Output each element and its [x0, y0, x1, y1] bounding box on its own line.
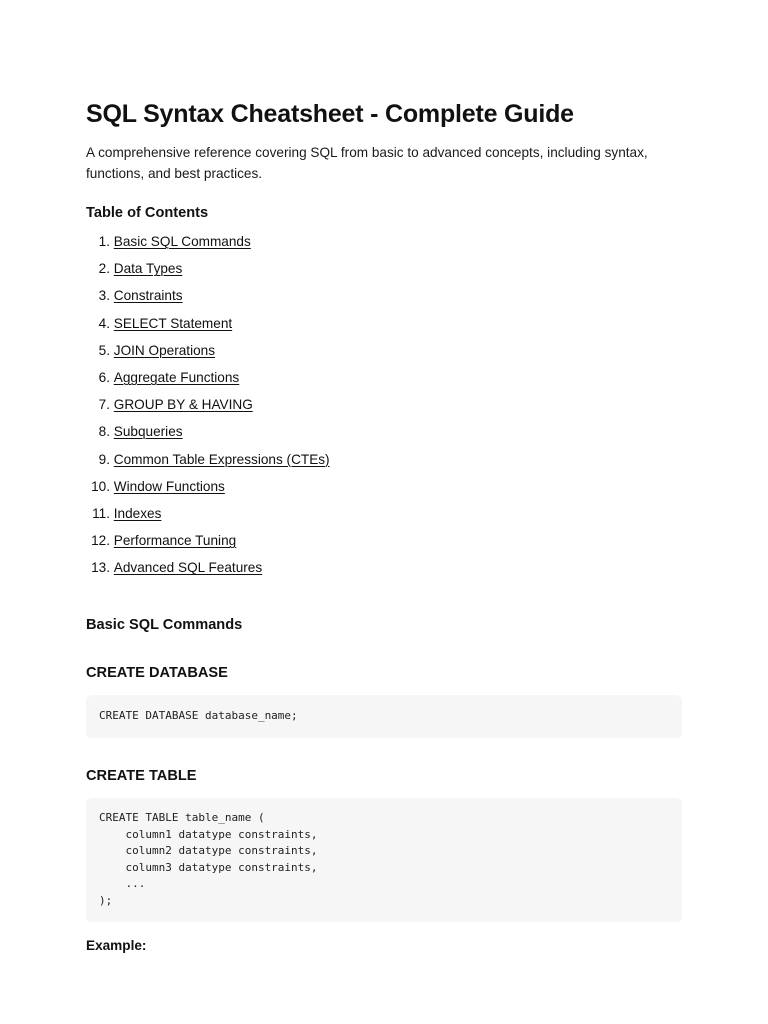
code-block-create-table: CREATE TABLE table_name ( column1 datatype constraints, column2 datatype constraints, column3 datatype constraints, ... ); [86, 798, 682, 922]
toc-item [86, 314, 682, 341]
toc-link-ctes[interactable]: Common Table Expressions (CTEs) [113, 451, 330, 467]
toc-item [86, 286, 682, 313]
toc-link-join-operations[interactable]: JOIN Operations [113, 342, 216, 358]
toc-item [86, 450, 682, 477]
subsection-create-table: CREATE TABLE [86, 768, 197, 785]
toc-item [86, 422, 682, 449]
example-label: Example: [86, 937, 147, 953]
toc-heading: Table of Contents [86, 205, 209, 221]
toc-link-advanced-sql-features[interactable]: Advanced SQL Features [113, 560, 263, 576]
toc-link-aggregate-functions[interactable]: Aggregate Functions [113, 369, 240, 385]
toc-item-number: 7. [98, 397, 110, 413]
toc-item [86, 341, 682, 368]
toc-item-number: 12. [91, 533, 110, 549]
toc-link-data-types[interactable]: Data Types [113, 261, 183, 277]
toc-item-number: 3. [98, 288, 110, 304]
toc-item [86, 477, 682, 504]
toc-item-number: 6. [98, 369, 110, 385]
toc-item [86, 395, 682, 422]
toc-item [86, 531, 682, 558]
intro-paragraph: A comprehensive reference covering SQL from basic to advanced concepts, including syntax, functions, and best practices. [86, 145, 648, 181]
table-of-contents [86, 232, 682, 585]
toc-link-window-functions[interactable]: Window Functions [113, 478, 225, 494]
toc-item-number: 13. [91, 560, 110, 576]
toc-link-group-by-having[interactable]: GROUP BY & HAVING [113, 397, 253, 413]
toc-item-number: 10. [91, 478, 110, 494]
section-title-basic-sql-commands: Basic SQL Commands [86, 617, 243, 634]
toc-item-number: 2. [98, 261, 110, 277]
toc-link-constraints[interactable]: Constraints [113, 288, 183, 304]
subsection-create-database: CREATE DATABASE [86, 665, 228, 682]
toc-item-number: 5. [98, 342, 110, 358]
toc-link-performance-tuning[interactable]: Performance Tuning [113, 533, 237, 549]
toc-item-number: 8. [98, 424, 110, 440]
toc-item [86, 232, 682, 259]
toc-item [86, 368, 682, 395]
toc-item-number: 1. [98, 234, 110, 249]
toc-link-indexes[interactable]: Indexes [113, 505, 162, 521]
toc-item [86, 504, 682, 531]
toc-item-number: 9. [98, 451, 110, 467]
toc-item [86, 558, 682, 585]
code-block-create-database: CREATE DATABASE database_name; [86, 695, 682, 738]
page-title: SQL Syntax Cheatsheet - Complete Guide [86, 100, 574, 128]
toc-link-basic-sql-commands[interactable]: Basic SQL Commands [113, 234, 251, 249]
toc-item-number: 4. [98, 315, 110, 331]
toc-item [86, 259, 682, 286]
toc-link-select-statement[interactable]: SELECT Statement [113, 315, 233, 331]
toc-link-subqueries[interactable]: Subqueries [113, 424, 183, 440]
toc-item-number: 11. [92, 505, 110, 521]
